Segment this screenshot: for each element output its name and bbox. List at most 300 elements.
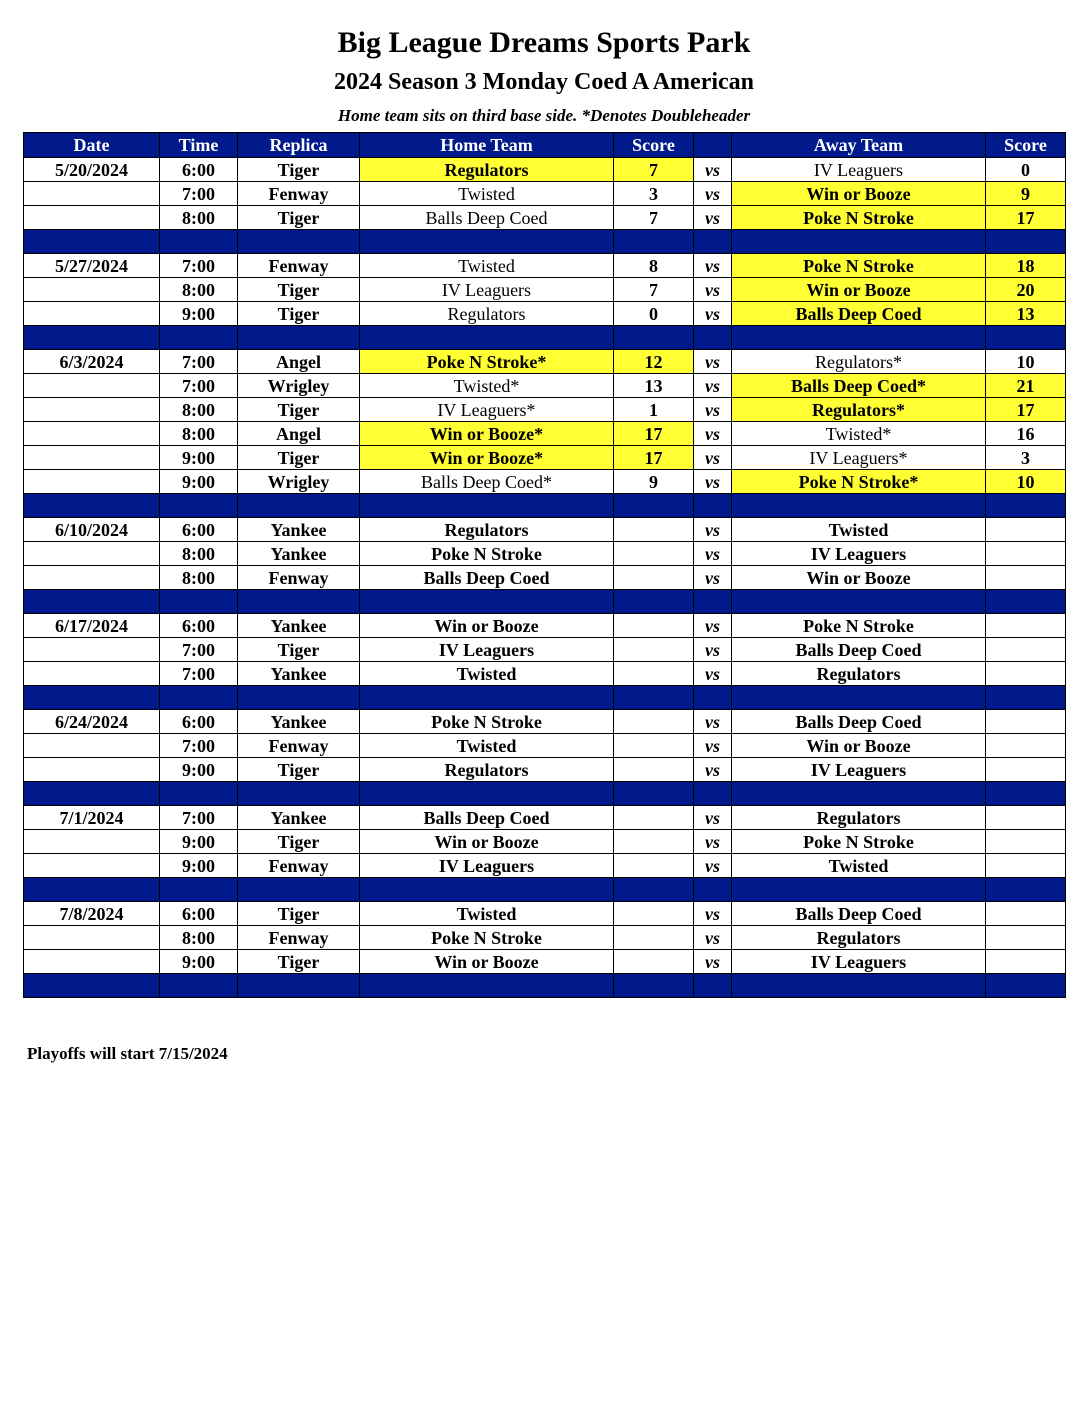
vs-label: vs xyxy=(694,662,732,686)
separator-cell xyxy=(360,878,614,902)
game-field: Tiger xyxy=(238,398,360,422)
away-team: Twisted* xyxy=(732,422,986,446)
home-score xyxy=(614,566,694,590)
game-field: Angel xyxy=(238,350,360,374)
game-date: 5/27/2024 xyxy=(24,254,160,278)
game-time: 6:00 xyxy=(160,158,238,182)
away-team: Win or Booze xyxy=(732,182,986,206)
separator-cell xyxy=(694,326,732,350)
home-team: Twisted xyxy=(360,902,614,926)
separator-cell xyxy=(360,590,614,614)
separator-cell xyxy=(160,974,238,998)
game-date xyxy=(24,542,160,566)
game-time: 9:00 xyxy=(160,446,238,470)
separator-cell xyxy=(694,974,732,998)
separator-cell xyxy=(986,686,1066,710)
separator-cell xyxy=(24,326,160,350)
away-team: Poke N Stroke* xyxy=(732,470,986,494)
away-score xyxy=(986,638,1066,662)
home-score xyxy=(614,902,694,926)
game-date xyxy=(24,950,160,974)
home-score: 12 xyxy=(614,350,694,374)
separator-cell xyxy=(986,326,1066,350)
away-score xyxy=(986,710,1066,734)
home-team: Poke N Stroke xyxy=(360,926,614,950)
away-team: Poke N Stroke xyxy=(732,254,986,278)
separator-cell xyxy=(614,230,694,254)
game-field: Yankee xyxy=(238,518,360,542)
separator-cell xyxy=(160,494,238,518)
away-score xyxy=(986,758,1066,782)
game-field: Tiger xyxy=(238,302,360,326)
separator-cell xyxy=(694,230,732,254)
home-team: Win or Booze xyxy=(360,830,614,854)
table-row xyxy=(24,470,1066,494)
home-team: IV Leaguers xyxy=(360,638,614,662)
table-row xyxy=(24,518,1066,542)
week-separator-row xyxy=(24,686,1066,710)
column-header-time: Time xyxy=(160,133,238,158)
game-date: 6/24/2024 xyxy=(24,710,160,734)
separator-cell xyxy=(694,494,732,518)
away-score xyxy=(986,518,1066,542)
home-score: 1 xyxy=(614,398,694,422)
game-time: 8:00 xyxy=(160,566,238,590)
vs-label: vs xyxy=(694,854,732,878)
table-row xyxy=(24,614,1066,638)
home-team: Balls Deep Coed xyxy=(360,206,614,230)
vs-label: vs xyxy=(694,806,732,830)
week-separator-row xyxy=(24,878,1066,902)
game-date xyxy=(24,926,160,950)
away-team: Poke N Stroke xyxy=(732,206,986,230)
game-time: 6:00 xyxy=(160,902,238,926)
away-score xyxy=(986,734,1066,758)
column-header-home-score: Score xyxy=(614,133,694,158)
separator-cell xyxy=(238,974,360,998)
away-team: Regulators xyxy=(732,926,986,950)
game-time: 8:00 xyxy=(160,542,238,566)
separator-cell xyxy=(24,686,160,710)
game-date xyxy=(24,206,160,230)
table-row xyxy=(24,542,1066,566)
home-team: Win or Booze* xyxy=(360,422,614,446)
game-date xyxy=(24,758,160,782)
game-date xyxy=(24,374,160,398)
away-score: 0 xyxy=(986,158,1066,182)
separator-cell xyxy=(160,230,238,254)
home-team: Win or Booze xyxy=(360,614,614,638)
home-team: Twisted xyxy=(360,662,614,686)
game-time: 8:00 xyxy=(160,206,238,230)
away-score xyxy=(986,566,1066,590)
home-score xyxy=(614,806,694,830)
table-row xyxy=(24,830,1066,854)
home-score xyxy=(614,710,694,734)
vs-label: vs xyxy=(694,398,732,422)
game-date: 7/1/2024 xyxy=(24,806,160,830)
away-team: IV Leaguers xyxy=(732,758,986,782)
game-date xyxy=(24,278,160,302)
away-team: Win or Booze xyxy=(732,278,986,302)
separator-cell xyxy=(238,782,360,806)
game-time: 7:00 xyxy=(160,662,238,686)
game-field: Tiger xyxy=(238,950,360,974)
away-team: Balls Deep Coed xyxy=(732,638,986,662)
away-team: Poke N Stroke xyxy=(732,830,986,854)
table-row xyxy=(24,206,1066,230)
table-row xyxy=(24,638,1066,662)
game-field: Tiger xyxy=(238,902,360,926)
game-time: 8:00 xyxy=(160,926,238,950)
game-time: 8:00 xyxy=(160,422,238,446)
week-separator-row xyxy=(24,782,1066,806)
home-team: Poke N Stroke* xyxy=(360,350,614,374)
game-date: 5/20/2024 xyxy=(24,158,160,182)
vs-label: vs xyxy=(694,302,732,326)
home-score: 17 xyxy=(614,422,694,446)
vs-label: vs xyxy=(694,278,732,302)
schedule-body xyxy=(24,158,1066,998)
home-team: Twisted xyxy=(360,734,614,758)
game-field: Tiger xyxy=(238,446,360,470)
game-field: Tiger xyxy=(238,206,360,230)
separator-cell xyxy=(614,878,694,902)
home-score xyxy=(614,950,694,974)
separator-cell xyxy=(986,878,1066,902)
away-score xyxy=(986,830,1066,854)
away-team: Regulators xyxy=(732,806,986,830)
home-score xyxy=(614,614,694,638)
home-team: Win or Booze xyxy=(360,950,614,974)
game-date xyxy=(24,566,160,590)
away-team: Regulators xyxy=(732,662,986,686)
game-time: 7:00 xyxy=(160,254,238,278)
game-date: 6/3/2024 xyxy=(24,350,160,374)
table-row xyxy=(24,278,1066,302)
away-score: 17 xyxy=(986,398,1066,422)
column-header-home-team: Home Team xyxy=(360,133,614,158)
vs-label: vs xyxy=(694,446,732,470)
home-score: 13 xyxy=(614,374,694,398)
game-field: Fenway xyxy=(238,926,360,950)
home-team: Poke N Stroke xyxy=(360,542,614,566)
home-score: 7 xyxy=(614,158,694,182)
game-time: 7:00 xyxy=(160,734,238,758)
home-team: Regulators xyxy=(360,518,614,542)
game-field: Fenway xyxy=(238,854,360,878)
away-team: Balls Deep Coed xyxy=(732,302,986,326)
column-header-replica: Replica xyxy=(238,133,360,158)
game-date xyxy=(24,398,160,422)
home-score xyxy=(614,926,694,950)
table-row xyxy=(24,710,1066,734)
game-date xyxy=(24,470,160,494)
home-team: Balls Deep Coed* xyxy=(360,470,614,494)
home-score: 9 xyxy=(614,470,694,494)
separator-cell xyxy=(694,686,732,710)
home-team: Twisted* xyxy=(360,374,614,398)
game-field: Tiger xyxy=(238,830,360,854)
column-header-vs xyxy=(694,133,732,158)
table-row xyxy=(24,854,1066,878)
doubleheader-note: Home team sits on third base side. *Denotes Doubleheader xyxy=(337,106,751,125)
table-row xyxy=(24,758,1066,782)
table-row xyxy=(24,254,1066,278)
away-team: IV Leaguers xyxy=(732,542,986,566)
vs-label: vs xyxy=(694,950,732,974)
week-separator-row xyxy=(24,326,1066,350)
home-team: Poke N Stroke xyxy=(360,710,614,734)
home-score: 7 xyxy=(614,278,694,302)
away-score xyxy=(986,614,1066,638)
separator-cell xyxy=(360,494,614,518)
table-row xyxy=(24,422,1066,446)
game-time: 7:00 xyxy=(160,806,238,830)
game-field: Wrigley xyxy=(238,374,360,398)
home-score xyxy=(614,830,694,854)
vs-label: vs xyxy=(694,710,732,734)
away-score xyxy=(986,662,1066,686)
separator-cell xyxy=(360,686,614,710)
game-time: 9:00 xyxy=(160,470,238,494)
separator-cell xyxy=(160,326,238,350)
vs-label: vs xyxy=(694,566,732,590)
separator-cell xyxy=(986,230,1066,254)
separator-cell xyxy=(732,590,986,614)
separator-cell xyxy=(360,230,614,254)
week-separator-row xyxy=(24,494,1066,518)
separator-cell xyxy=(732,494,986,518)
separator-cell xyxy=(160,686,238,710)
home-score: 8 xyxy=(614,254,694,278)
separator-cell xyxy=(24,590,160,614)
vs-label: vs xyxy=(694,206,732,230)
game-time: 9:00 xyxy=(160,950,238,974)
away-score: 20 xyxy=(986,278,1066,302)
separator-cell xyxy=(360,326,614,350)
game-date xyxy=(24,830,160,854)
column-header-away-score: Score xyxy=(986,133,1066,158)
table-row xyxy=(24,182,1066,206)
separator-cell xyxy=(614,494,694,518)
game-time: 8:00 xyxy=(160,278,238,302)
home-team: Regulators xyxy=(360,158,614,182)
separator-cell xyxy=(732,974,986,998)
away-team: Poke N Stroke xyxy=(732,614,986,638)
vs-label: vs xyxy=(694,830,732,854)
page-title: Big League Dreams Sports Park xyxy=(337,26,751,59)
game-field: Tiger xyxy=(238,758,360,782)
separator-cell xyxy=(24,494,160,518)
week-separator-row xyxy=(24,590,1066,614)
game-field: Fenway xyxy=(238,182,360,206)
game-date xyxy=(24,182,160,206)
away-team: Balls Deep Coed* xyxy=(732,374,986,398)
week-separator-row xyxy=(24,230,1066,254)
home-score xyxy=(614,734,694,758)
separator-cell xyxy=(614,590,694,614)
home-score xyxy=(614,542,694,566)
table-row xyxy=(24,902,1066,926)
away-score xyxy=(986,926,1066,950)
game-field: Yankee xyxy=(238,710,360,734)
home-team: IV Leaguers xyxy=(360,854,614,878)
separator-cell xyxy=(160,782,238,806)
game-date xyxy=(24,734,160,758)
table-row xyxy=(24,398,1066,422)
home-score: 0 xyxy=(614,302,694,326)
game-time: 9:00 xyxy=(160,830,238,854)
game-field: Yankee xyxy=(238,806,360,830)
separator-cell xyxy=(986,974,1066,998)
away-team: Regulators* xyxy=(732,350,986,374)
vs-label: vs xyxy=(694,470,732,494)
game-date xyxy=(24,302,160,326)
table-row xyxy=(24,350,1066,374)
game-date xyxy=(24,422,160,446)
away-score: 9 xyxy=(986,182,1066,206)
away-team: IV Leaguers xyxy=(732,158,986,182)
vs-label: vs xyxy=(694,614,732,638)
game-field: Yankee xyxy=(238,662,360,686)
away-score: 10 xyxy=(986,350,1066,374)
playoffs-note: Playoffs will start 7/15/2024 xyxy=(27,1044,228,1063)
table-header-row xyxy=(24,133,1066,158)
vs-label: vs xyxy=(694,638,732,662)
home-team: Regulators xyxy=(360,758,614,782)
away-score: 10 xyxy=(986,470,1066,494)
away-score xyxy=(986,542,1066,566)
table-row xyxy=(24,662,1066,686)
game-time: 9:00 xyxy=(160,854,238,878)
vs-label: vs xyxy=(694,902,732,926)
table-row xyxy=(24,806,1066,830)
week-separator-row xyxy=(24,974,1066,998)
game-time: 6:00 xyxy=(160,710,238,734)
game-time: 9:00 xyxy=(160,302,238,326)
separator-cell xyxy=(694,878,732,902)
home-team: Win or Booze* xyxy=(360,446,614,470)
game-date xyxy=(24,854,160,878)
separator-cell xyxy=(24,878,160,902)
game-date: 6/17/2024 xyxy=(24,614,160,638)
home-score: 7 xyxy=(614,206,694,230)
home-team: IV Leaguers xyxy=(360,278,614,302)
home-score xyxy=(614,518,694,542)
separator-cell xyxy=(694,782,732,806)
away-score xyxy=(986,950,1066,974)
separator-cell xyxy=(238,590,360,614)
home-team: Balls Deep Coed xyxy=(360,566,614,590)
separator-cell xyxy=(238,494,360,518)
separator-cell xyxy=(160,878,238,902)
table-row xyxy=(24,734,1066,758)
away-score: 3 xyxy=(986,446,1066,470)
game-date: 7/8/2024 xyxy=(24,902,160,926)
away-score xyxy=(986,902,1066,926)
game-time: 7:00 xyxy=(160,182,238,206)
table-row xyxy=(24,158,1066,182)
away-score: 18 xyxy=(986,254,1066,278)
home-score xyxy=(614,638,694,662)
away-score xyxy=(986,854,1066,878)
away-team: Twisted xyxy=(732,518,986,542)
separator-cell xyxy=(694,590,732,614)
table-row xyxy=(24,446,1066,470)
table-row xyxy=(24,566,1066,590)
separator-cell xyxy=(732,230,986,254)
separator-cell xyxy=(614,686,694,710)
home-score xyxy=(614,662,694,686)
away-team: Regulators* xyxy=(732,398,986,422)
game-time: 6:00 xyxy=(160,614,238,638)
table-row xyxy=(24,926,1066,950)
away-team: IV Leaguers xyxy=(732,950,986,974)
game-time: 7:00 xyxy=(160,374,238,398)
vs-label: vs xyxy=(694,254,732,278)
vs-label: vs xyxy=(694,518,732,542)
home-team: Twisted xyxy=(360,182,614,206)
away-score: 16 xyxy=(986,422,1066,446)
away-team: Win or Booze xyxy=(732,566,986,590)
separator-cell xyxy=(360,974,614,998)
separator-cell xyxy=(238,878,360,902)
separator-cell xyxy=(160,590,238,614)
away-score: 21 xyxy=(986,374,1066,398)
separator-cell xyxy=(360,782,614,806)
home-score xyxy=(614,854,694,878)
game-field: Angel xyxy=(238,422,360,446)
home-team: Regulators xyxy=(360,302,614,326)
separator-cell xyxy=(986,782,1066,806)
separator-cell xyxy=(614,782,694,806)
separator-cell xyxy=(24,230,160,254)
separator-cell xyxy=(238,326,360,350)
game-date xyxy=(24,662,160,686)
game-field: Fenway xyxy=(238,254,360,278)
table-row xyxy=(24,950,1066,974)
separator-cell xyxy=(614,326,694,350)
page-subtitle: 2024 Season 3 Monday Coed A American xyxy=(333,69,755,95)
separator-cell xyxy=(732,686,986,710)
away-team: Win or Booze xyxy=(732,734,986,758)
game-time: 8:00 xyxy=(160,398,238,422)
game-date xyxy=(24,446,160,470)
separator-cell xyxy=(238,230,360,254)
table-row xyxy=(24,374,1066,398)
home-team: IV Leaguers* xyxy=(360,398,614,422)
home-score xyxy=(614,758,694,782)
separator-cell xyxy=(732,878,986,902)
vs-label: vs xyxy=(694,926,732,950)
away-score: 17 xyxy=(986,206,1066,230)
vs-label: vs xyxy=(694,734,732,758)
vs-label: vs xyxy=(694,758,732,782)
home-score: 3 xyxy=(614,182,694,206)
game-time: 7:00 xyxy=(160,638,238,662)
separator-cell xyxy=(24,782,160,806)
game-time: 7:00 xyxy=(160,350,238,374)
vs-label: vs xyxy=(694,542,732,566)
vs-label: vs xyxy=(694,158,732,182)
home-team: Balls Deep Coed xyxy=(360,806,614,830)
separator-cell xyxy=(986,494,1066,518)
home-score: 17 xyxy=(614,446,694,470)
away-score: 13 xyxy=(986,302,1066,326)
game-field: Yankee xyxy=(238,614,360,638)
column-header-date: Date xyxy=(24,133,160,158)
